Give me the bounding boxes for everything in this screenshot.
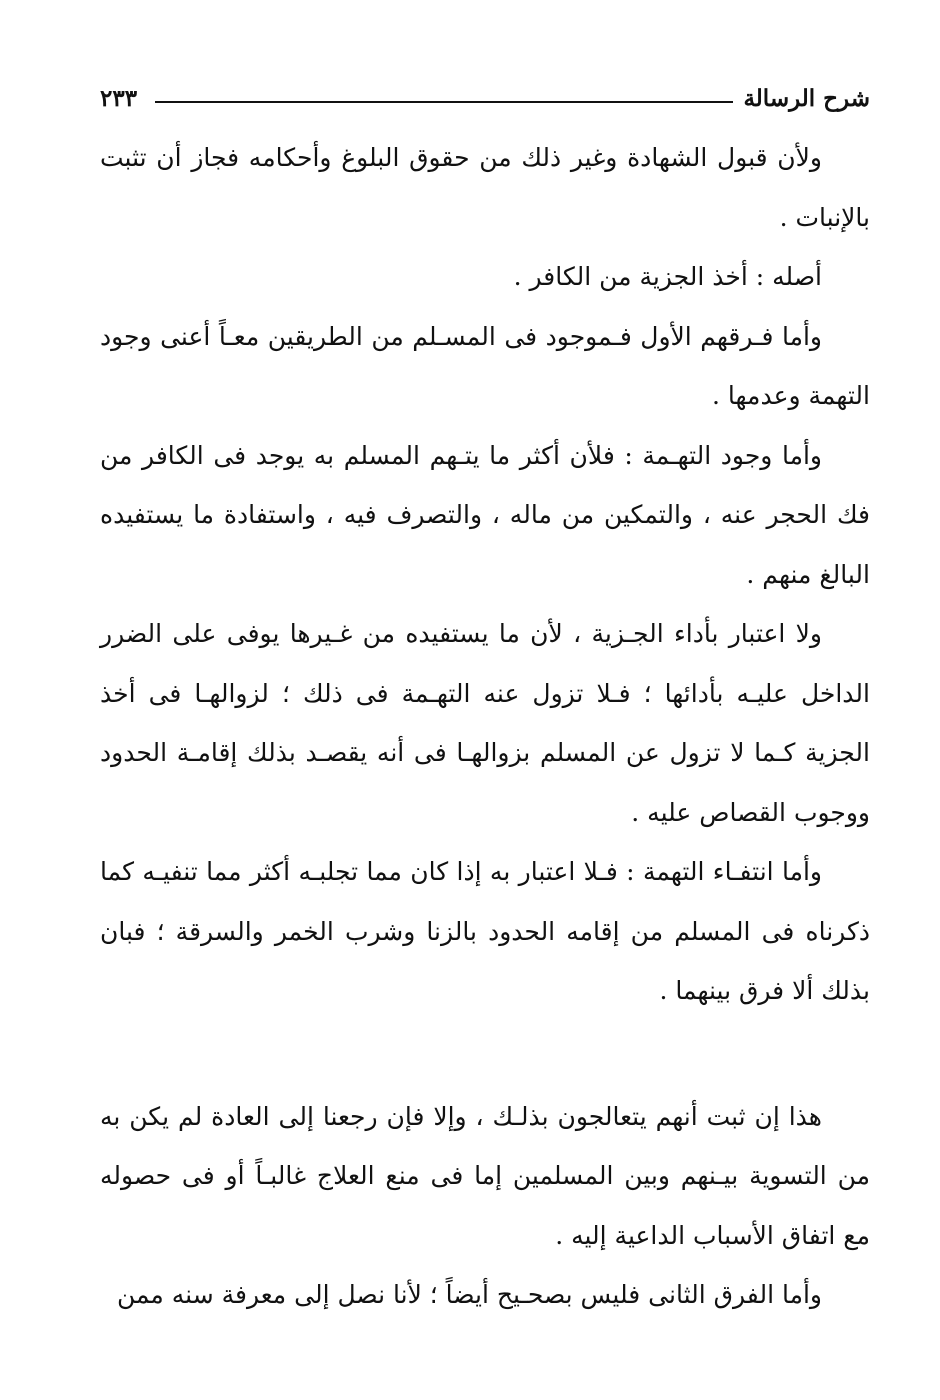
paragraph: ولا اعتبار بأداء الجـزية ، لأن ما يستفيده من غـيرها يوفى على الضرر الداخل عليـه بأدائها ؛ فـلا تزول عنه التهـمة فى ذلك ؛ لزوالهـا فى أخذ الجزية كـما لا تزول عن المسلم بزوالهـا فى أنه يقصـد بذلك إقامـة الحدود ووجوب القصاص عليه . [100, 619, 870, 827]
paragraph: وأما فـرقهم الأول فـموجود فى المسـلم من الطريقين معـاً أعنى وجود التهمة وعدمها . [100, 321, 870, 410]
body-text [100, 128, 870, 1325]
section-gap [100, 1021, 870, 1087]
running-header [100, 78, 870, 118]
paragraph: هذا إن ثبت أنهم يتعالجون بذلـك ، وإلا فإن رجعنا إلى العادة لم يكن به من التسوية بيـنهم وبين المسلمين إما فى منع العلاج غالبـاً أو فى حصوله مع اتفاق الأسباب الداعية إليه . [100, 1101, 870, 1250]
paragraph: وأما الفرق الثانى فليس بصحـيح أيضاً ؛ لأنا نصل إلى معرفة سنه ممن [116, 1280, 822, 1309]
paragraph: ولأن قبول الشهادة وغير ذلك من حقوق البلوغ وأحكامه فجاز أن تثبت بالإنبات . [100, 143, 870, 232]
paragraph: أصله : أخذ الجزية من الكافر . [513, 262, 822, 291]
header-title: شرح الرسالة [743, 84, 870, 112]
paragraph: وأما انتفـاء التهمة : فـلا اعتبار به إذا كان مما تجلبـه أكثر مما تنفيـه كما ذكرناه فى المسلم من إقامه الحدود بالزنا وشرب الخمر والسرقة ؛ فبان بذلك ألا فرق بينهما . [100, 857, 870, 1005]
paragraph: وأما وجود التهـمة : فلأن أكثر ما يتـهم المسلم به يوجد فى الكافر من فك الحجر عنه ، والتمكين من ماله ، والتصرف فيه ، واستفادة ما يستفيده البالغ منهم . [100, 440, 870, 589]
header-rule [155, 101, 733, 103]
page-number: ٢٣٣ [100, 84, 138, 112]
